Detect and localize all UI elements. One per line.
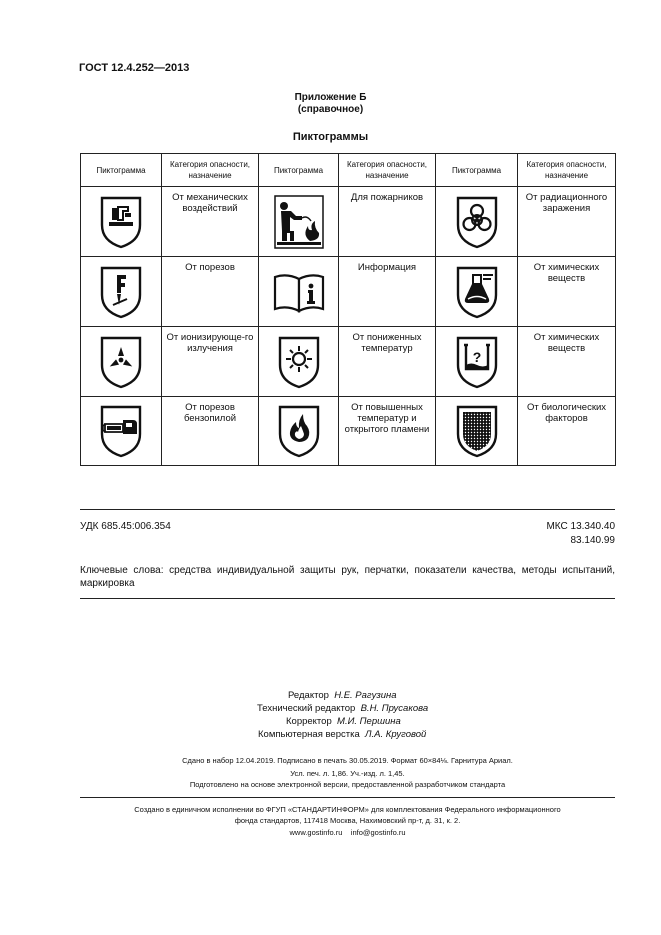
pictogram-cell xyxy=(436,187,518,257)
category-cell: От химических веществ xyxy=(518,257,616,327)
biological-hazard-icon xyxy=(455,404,499,458)
publisher-contacts xyxy=(80,828,615,838)
keywords: Ключевые слова: средства индивидуальной защиты рук, перчатки, показатели качества, методы испытаний, маркировка xyxy=(80,565,615,589)
imprint-line: Усл. печ. л. 1,86. Уч.-изд. л. 1,45. xyxy=(290,769,405,778)
chemical-low-resistance-icon xyxy=(455,335,499,389)
divider xyxy=(80,797,615,798)
ionizing-radiation-icon xyxy=(99,335,143,389)
udk-code: УДК 685.45:006.354 xyxy=(80,521,171,532)
pictogram-cell xyxy=(436,397,518,466)
pictogram-cell xyxy=(81,397,162,466)
column-header-pictogram: Пиктограмма xyxy=(259,154,339,187)
column-header-category: Категория опасности, назначение xyxy=(162,154,259,187)
column-header-category: Категория опасности, назначение xyxy=(339,154,436,187)
imprint-line: Сдано в набор 12.04.2019. Подписано в печать 30.05.2019. Формат 60×84⅛. Гарнитура Ариал. xyxy=(182,756,513,765)
column-header-pictogram: Пиктограмма xyxy=(436,154,518,187)
category-cell: От ионизирующе-го излучения xyxy=(162,327,259,397)
credit-line: Компьютерная верстка Л.А. Круговой xyxy=(258,729,427,740)
pictogram-cell xyxy=(436,327,518,397)
table-header-row xyxy=(81,154,616,187)
radiation-hazard-icon xyxy=(455,195,499,249)
category-cell: Информация xyxy=(339,257,436,327)
imprint-line: Подготовлено на основе электронной версии, предоставленной разработчиком стандарта xyxy=(189,780,506,789)
pictogram-cell xyxy=(436,257,518,327)
mechanical-hazard-icon xyxy=(99,195,143,249)
category-cell: От механических воздействий xyxy=(162,187,259,257)
section-title: Пиктограммы xyxy=(292,131,369,143)
svg-text:?: ? xyxy=(472,348,481,365)
pictogram-cell xyxy=(81,257,162,327)
chainsaw-hazard-icon xyxy=(99,404,143,458)
category-cell: От химических веществ xyxy=(518,327,616,397)
chemical-hazard-icon xyxy=(455,265,499,319)
publisher-line: фонда стандартов, 117418 Москва, Нахимовский пр-т, д. 31, к. 2. xyxy=(234,816,461,825)
document-code: ГОСТ 12.4.252—2013 xyxy=(79,62,190,74)
annex-title: Приложение Б xyxy=(294,92,367,103)
email-link[interactable]: info@gostinfo.ru xyxy=(350,828,406,837)
credit-line: Технический редактор В.Н. Прусакова xyxy=(257,703,429,714)
category-cell: Для пожарников xyxy=(339,187,436,257)
heat-flame-hazard-icon xyxy=(277,404,321,458)
credit-line: Корректор М.И. Першина xyxy=(286,716,401,727)
pictogram-cell xyxy=(259,257,339,327)
table-row xyxy=(81,257,616,327)
divider xyxy=(80,509,615,510)
column-header-category: Категория опасности, назначение xyxy=(518,154,616,187)
table-row xyxy=(81,327,616,397)
category-cell: От радиационного заражения xyxy=(518,187,616,257)
category-cell: От порезов бензопилой xyxy=(162,397,259,466)
mks-code: 83.140.99 xyxy=(570,535,615,546)
cold-hazard-icon xyxy=(277,335,321,389)
website-link[interactable]: www.gostinfo.ru xyxy=(289,828,343,837)
information-book-icon xyxy=(273,271,325,313)
publisher-line: Создано в единичном исполнении во ФГУП «СТАНДАРТИНФОРМ» для комплектования Федерального информационного xyxy=(134,805,561,814)
credit-line: Редактор Н.Е. Рагузина xyxy=(288,690,397,701)
pictogram-cell xyxy=(259,327,339,397)
mks-code: МКС 13.340.40 xyxy=(546,521,615,532)
pictogram-cell xyxy=(81,187,162,257)
table-row xyxy=(81,397,616,466)
firefighter-icon xyxy=(274,195,324,249)
pictogram-cell xyxy=(259,397,339,466)
pictogram-cell xyxy=(259,187,339,257)
category-cell: От порезов xyxy=(162,257,259,327)
category-cell: От пониженных температур xyxy=(339,327,436,397)
divider xyxy=(80,598,615,599)
cut-hazard-icon xyxy=(99,265,143,319)
column-header-pictogram: Пиктограмма xyxy=(81,154,162,187)
annex-type: (справочное) xyxy=(297,104,364,115)
category-cell: От повышенных температур и открытого пламени xyxy=(339,397,436,466)
pictogram-table xyxy=(80,153,616,466)
table-row xyxy=(81,187,616,257)
pictogram-cell xyxy=(81,327,162,397)
category-cell: От биологических факторов xyxy=(518,397,616,466)
